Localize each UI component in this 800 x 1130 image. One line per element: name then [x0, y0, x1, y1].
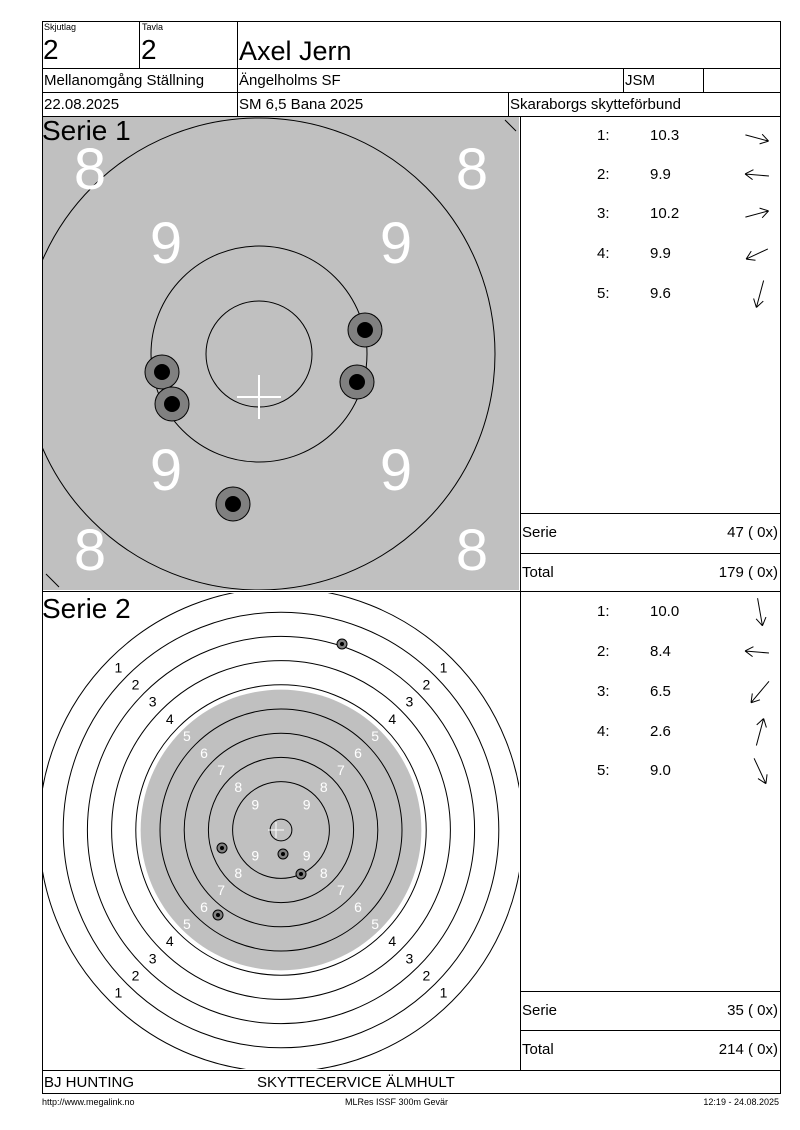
tavla-label: Tavla	[142, 22, 164, 32]
serie2-title: Serie 2	[42, 593, 131, 624]
class-name: Mellanomgång Ställning	[44, 72, 205, 89]
serie2-ring-number: 5	[371, 916, 380, 933]
footer-software: MLRes ISSF 300m Gevär	[345, 1097, 449, 1107]
serie2-serie-value: 35 ( 0x)	[727, 1002, 778, 1019]
serie2-shot-hole	[213, 910, 223, 920]
serie1-ring-label: 8	[455, 518, 489, 583]
shot-number: 1:	[597, 603, 610, 620]
serie2-ring-number: 2	[422, 676, 431, 693]
shot-number: 1:	[597, 127, 610, 144]
shot-direction-arrow-icon	[743, 675, 777, 709]
serie1-ring-label: 9	[149, 438, 183, 503]
serie2-ring-number: 2	[131, 676, 140, 693]
sponsor-right: SKYTTECERVICE ÄLMHULT	[257, 1074, 455, 1091]
serie2-ring-number: 7	[217, 762, 226, 779]
serie2-ring-number: 5	[371, 727, 380, 744]
serie2-ring-number: 4	[388, 933, 397, 950]
serie1-shot-hole	[216, 487, 250, 521]
shot-direction-arrow-icon	[743, 754, 777, 788]
serie1-ring-label: 8	[73, 137, 107, 202]
competition-name: SM 6,5 Bana 2025	[239, 96, 364, 113]
serie2-ring-number: 1	[439, 659, 448, 676]
skjutlag-value: 2	[43, 34, 59, 65]
shooter-name: Axel Jern	[239, 36, 352, 66]
shot-score: 10.3	[650, 127, 680, 144]
serie2-ring-number: 4	[165, 710, 174, 727]
serie2-ring-number: 8	[319, 864, 328, 881]
shot-score: 9.6	[650, 285, 671, 302]
serie2-ring-number: 1	[439, 984, 448, 1001]
shot-direction-arrow-icon	[743, 595, 777, 629]
shot-score: 10.2	[650, 205, 680, 222]
serie2-ring-number: 9	[251, 847, 260, 864]
serie1-total-label: Total	[522, 564, 554, 581]
serie2-ring-number: 3	[405, 693, 414, 710]
organizer: Skaraborgs skytteförbund	[510, 96, 681, 113]
shot-row	[520, 714, 780, 754]
serie2-ring-number: 6	[354, 899, 362, 916]
shot-score: 9.9	[650, 166, 671, 183]
shot-direction-arrow-icon	[740, 160, 774, 190]
shot-number: 2:	[597, 643, 610, 660]
serie1-target	[43, 117, 519, 590]
tavla-value: 2	[141, 34, 157, 65]
serie1-shot-hole	[155, 387, 189, 421]
serie2-target	[43, 593, 519, 1069]
serie2-ring-number: 3	[405, 950, 414, 967]
serie1-shot-hole	[340, 365, 374, 399]
shot-number: 4:	[597, 723, 610, 740]
class-code: JSM	[625, 72, 655, 89]
serie1-ring-label: 8	[455, 137, 489, 202]
shot-score: 9.9	[650, 245, 671, 262]
shot-row	[520, 753, 780, 793]
shot-direction-arrow-icon	[740, 239, 774, 269]
shot-direction-arrow-icon	[740, 199, 774, 229]
shot-row	[520, 674, 780, 714]
serie2-ring-number: 8	[319, 779, 328, 796]
shot-score: 9.0	[650, 762, 671, 779]
shot-score: 10.0	[650, 603, 680, 620]
shot-score: 6.5	[650, 683, 671, 700]
serie2-ring-number: 2	[131, 967, 140, 984]
shot-direction-arrow-icon	[740, 637, 774, 667]
shot-direction-arrow-icon	[740, 123, 774, 153]
serie1-total-value: 179 ( 0x)	[718, 564, 778, 581]
shot-score: 8.4	[650, 643, 671, 660]
footer-url[interactable]: http://www.megalink.no	[42, 1097, 135, 1107]
club-name: Ängelholms SF	[239, 72, 341, 89]
serie2-shot-hole	[217, 843, 227, 853]
shot-row	[520, 158, 780, 198]
shot-number: 4:	[597, 245, 610, 262]
serie2-shot-hole	[337, 639, 347, 649]
serie2-ring-number: 2	[422, 967, 431, 984]
serie2-ring-number: 1	[114, 984, 123, 1001]
serie1-serie-value: 47 ( 0x)	[727, 524, 778, 541]
serie2-ring-number: 3	[148, 693, 157, 710]
serie1-shot-hole	[348, 313, 382, 347]
serie2-shot-hole	[296, 869, 306, 879]
serie1-ring-label: 9	[379, 211, 413, 276]
serie2-ring-number: 7	[336, 881, 345, 898]
sponsor-left: BJ HUNTING	[44, 1074, 134, 1091]
serie2-ring-number: 4	[388, 710, 397, 727]
serie2-ring-number: 9	[302, 796, 311, 813]
serie1-shot-hole	[145, 355, 179, 389]
date: 22.08.2025	[44, 96, 120, 113]
serie2-ring-number: 4	[165, 933, 174, 950]
shot-score: 2.6	[650, 723, 671, 740]
serie2-ring-number: 9	[302, 847, 311, 864]
serie2-total-label: Total	[522, 1041, 554, 1058]
skjutlag-label: Skjutlag	[44, 22, 77, 32]
shot-row	[520, 634, 780, 674]
serie2-ring-number: 6	[354, 744, 362, 761]
footer-timestamp: 12:19 - 24.08.2025	[703, 1097, 779, 1107]
serie1-ring-label: 8	[73, 518, 107, 583]
shot-row	[520, 277, 780, 317]
serie2-ring-number: 5	[182, 727, 191, 744]
serie2-ring-number: 5	[182, 916, 191, 933]
serie2-ring-number: 7	[217, 881, 226, 898]
serie2-total-value: 214 ( 0x)	[718, 1041, 778, 1058]
serie1-ring-label: 9	[149, 211, 183, 276]
serie1-title: Serie 1	[42, 115, 131, 146]
shot-row	[520, 118, 780, 158]
serie2-ring-number: 8	[234, 864, 243, 881]
shot-number: 3:	[597, 205, 610, 222]
serie2-ring-number: 9	[251, 796, 260, 813]
serie2-ring-number: 6	[200, 744, 208, 761]
serie2-ring-number: 3	[148, 950, 157, 967]
shot-number: 5:	[597, 762, 610, 779]
serie2-shot-hole	[278, 849, 288, 859]
serie1-target-background	[43, 117, 519, 590]
shot-number: 2:	[597, 166, 610, 183]
serie1-ring-label: 9	[379, 438, 413, 503]
shot-number: 3:	[597, 683, 610, 700]
shot-row	[520, 197, 780, 237]
serie2-ring-number: 8	[234, 779, 243, 796]
serie1-serie-label: Serie	[522, 524, 558, 541]
shot-direction-arrow-icon	[743, 277, 777, 311]
shot-row	[520, 594, 780, 634]
serie2-serie-label: Serie	[522, 1002, 558, 1019]
shot-direction-arrow-icon	[743, 715, 777, 749]
serie2-ring-number: 1	[114, 659, 123, 676]
shot-number: 5:	[597, 285, 610, 302]
shot-row	[520, 237, 780, 277]
serie2-ring-number: 6	[200, 899, 208, 916]
serie2-ring-number: 7	[336, 762, 345, 779]
